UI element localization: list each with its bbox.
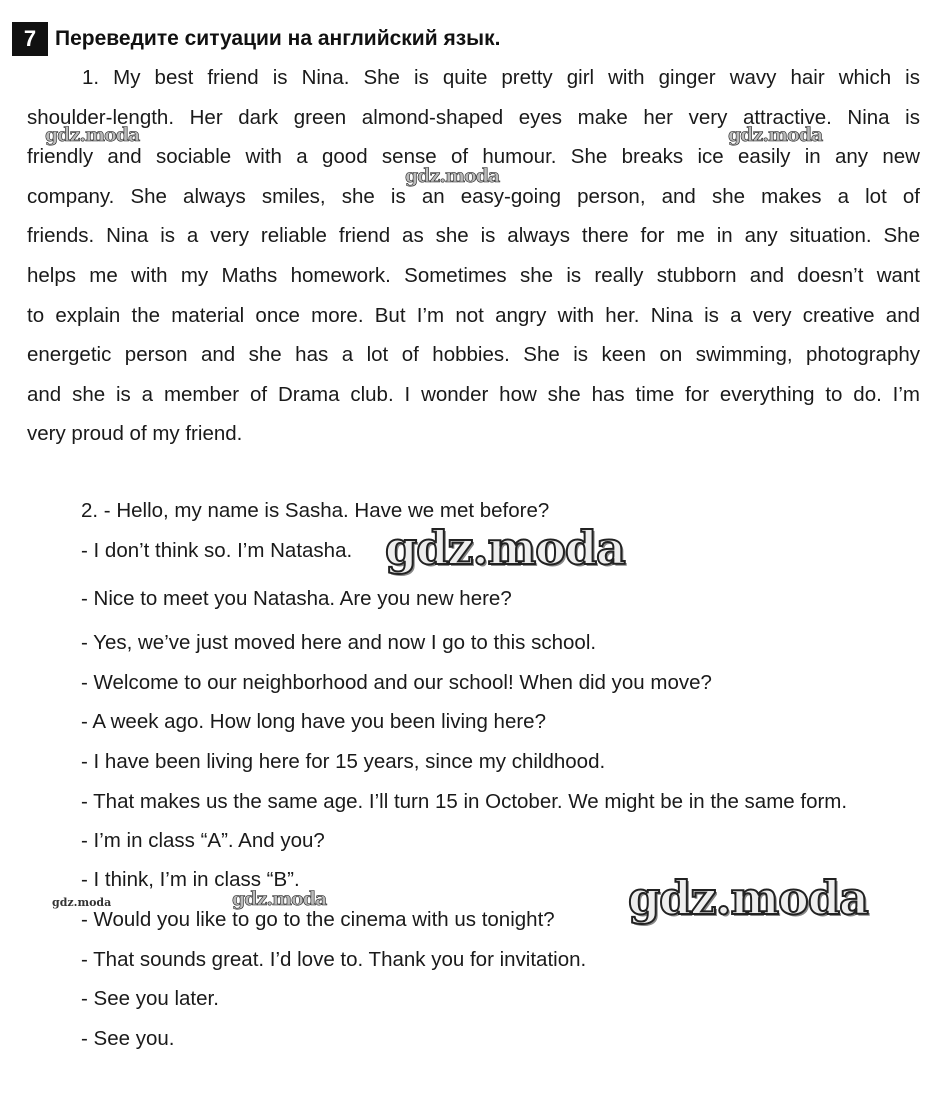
dialogue-line: - I’m in class “A”. And you? <box>81 829 325 852</box>
watermark: gdz.moda <box>45 124 140 146</box>
watermark: gdz.moda <box>385 521 625 575</box>
text-line: 1. My best friend is Nina. She is quite pretty girl with ginger wavy hair which is <box>82 66 920 89</box>
dialogue-line: - See you. <box>81 1027 175 1050</box>
watermark: gdz.moda <box>232 888 327 910</box>
dialogue-line: - I don’t think so. I’m Natasha. <box>81 539 353 562</box>
dialogue-line: - A week ago. How long have you been living here? <box>81 710 546 733</box>
watermark: gdz.moda <box>728 124 823 146</box>
text-line: helps me with my Maths homework. Sometimes she is really stubborn and doesn’t want <box>27 263 920 287</box>
dialogue-line: - Would you like to go to the cinema with us tonight? <box>81 908 555 931</box>
dialogue-line: - Welcome to our neighborhood and our school! When did you move? <box>81 671 712 694</box>
text-line: friends. Nina is a very reliable friend as she is always there for me in any situation. She <box>27 224 920 248</box>
dialogue-line: - I have been living here for 15 years, since my childhood. <box>81 750 606 773</box>
text-line: shoulder-length. Her dark green almond-shaped eyes make her very attractive. Nina is <box>27 105 920 129</box>
text-line: friendly and sociable with a good sense of humour. She breaks ice easily in any new <box>27 145 920 169</box>
dialogue-line: - Nice to meet you Natasha. Are you new here? <box>81 587 512 610</box>
paragraph-1 <box>27 58 920 454</box>
dialogue-line: - That sounds great. I’d love to. Thank you for invitation. <box>81 948 587 971</box>
exercise-number: 7 <box>12 22 48 56</box>
text-line: company. She always smiles, she is an easy-going person, and she makes a lot of <box>27 184 920 208</box>
text-line: very proud of my friend. <box>27 422 243 446</box>
dialogue-line: - Yes, we’ve just moved here and now I go to this school. <box>81 631 597 654</box>
watermark: gdz.moda <box>405 165 500 187</box>
exercise-title: Переведите ситуации на английский язык. <box>55 27 501 50</box>
text-line: and she is a member of Drama club. I wonder how she has time for everything to do. I’m <box>27 382 920 406</box>
dialogue-line: 2. - Hello, my name is Sasha. Have we met before? <box>81 499 550 522</box>
dialogue-line: - I think, I’m in class “B”. <box>81 868 300 891</box>
exercise-header <box>12 22 500 56</box>
watermark: gdz.moda <box>628 871 868 925</box>
text-line: energetic person and she has a lot of hobbies. She is keen on swimming, photography <box>27 343 920 367</box>
text-line: to explain the material once more. But I’m not angry with her. Nina is a very creative and <box>27 303 920 327</box>
dialogue-line: - That makes us the same age. I’ll turn 15 in October. We might be in the same form. <box>81 790 848 813</box>
dialogue-line: - See you later. <box>81 987 219 1010</box>
watermark: gdz.moda <box>52 896 112 909</box>
